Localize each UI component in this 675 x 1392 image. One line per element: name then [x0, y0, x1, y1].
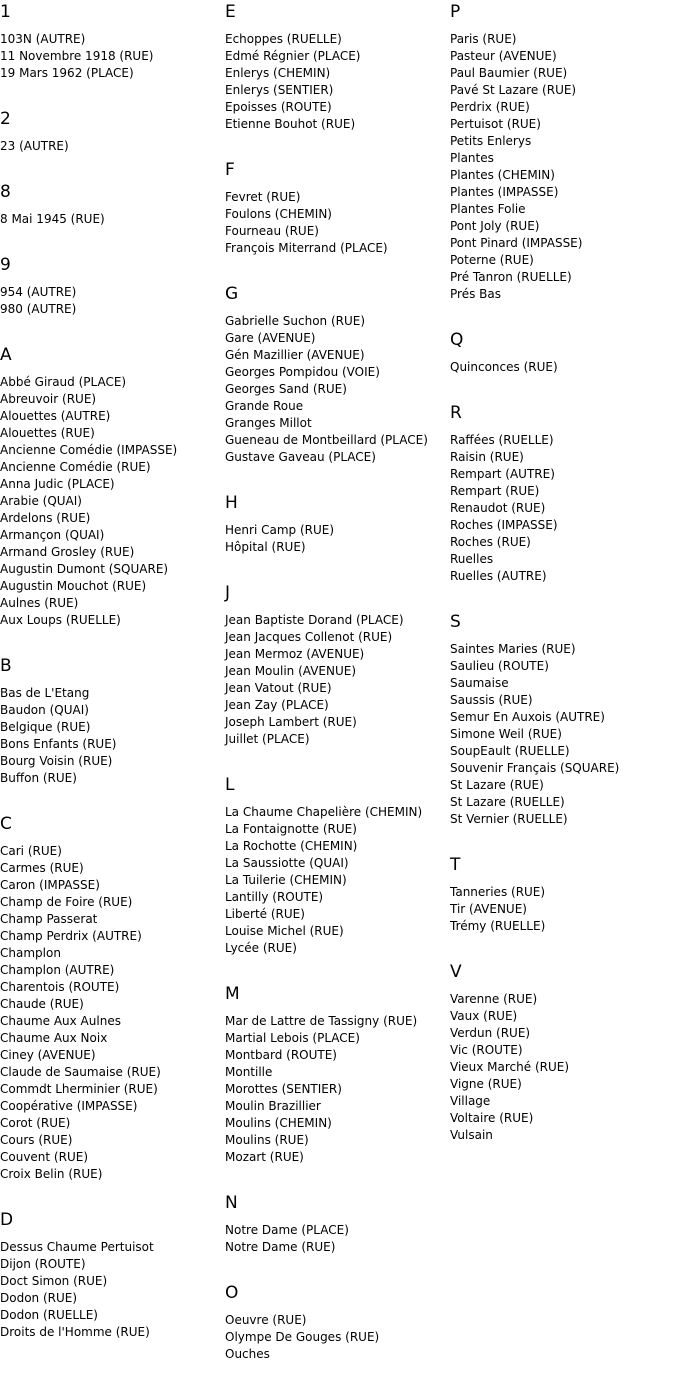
street-name: Pasteur (AVENUE) — [450, 49, 557, 63]
street-name: Moulins (CHEMIN) — [225, 1116, 332, 1130]
section-letter-heading: 8 — [0, 182, 11, 202]
street-name: Couvent (RUE) — [0, 1150, 89, 1164]
street-name: Poterne (RUE) — [450, 253, 534, 267]
street-name: Renaudot (RUE) — [450, 501, 546, 515]
street-name: Olympe De Gouges (RUE) — [225, 1330, 380, 1344]
street-list — [0, 211, 222, 228]
street-name: Village — [450, 1094, 491, 1108]
street-list — [450, 884, 672, 935]
street-name: Armançon (QUAI) — [0, 528, 105, 542]
index-section — [0, 107, 222, 180]
street-list — [0, 843, 222, 1183]
street-name: 23 (AUTRE) — [0, 139, 69, 153]
street-name: Jean Vatout (RUE) — [225, 681, 332, 695]
street-name: Gustave Gaveau (PLACE) — [225, 450, 376, 464]
street-name: Coopérative (IMPASSE) — [0, 1099, 138, 1113]
street-list — [0, 284, 222, 318]
index-section — [0, 1208, 222, 1366]
street-name: Tir (AVENUE) — [450, 902, 527, 916]
street-name: Ancienne Comédie (RUE) — [0, 460, 151, 474]
street-name: Dodon (RUELLE) — [0, 1308, 98, 1322]
street-name: St Lazare (RUELLE) — [450, 795, 565, 809]
street-name: Paris (RUE) — [450, 32, 517, 46]
street-name: Chaume Aux Noix — [0, 1031, 108, 1045]
street-list — [0, 1239, 222, 1341]
street-name: Champ Passerat — [0, 912, 98, 926]
street-name: Jean Moulin (AVENUE) — [225, 664, 357, 678]
section-letter-heading: L — [225, 775, 235, 795]
street-name: Mozart (RUE) — [225, 1150, 304, 1164]
street-name: Hôpital (RUE) — [225, 540, 306, 554]
index-section — [225, 982, 447, 1191]
street-list — [225, 313, 447, 466]
street-name: Semur En Auxois (AUTRE) — [450, 710, 605, 724]
street-name: Prés Bas — [450, 287, 501, 301]
street-name: La Fontaignotte (RUE) — [225, 822, 357, 836]
street-name: St Lazare (RUE) — [450, 778, 544, 792]
street-name: St Vernier (RUELLE) — [450, 812, 568, 826]
street-name: Buffon (RUE) — [0, 771, 77, 785]
street-name: Anna Judic (PLACE) — [0, 477, 115, 491]
street-name: Paul Baumier (RUE) — [450, 66, 568, 80]
street-name: Jean Zay (PLACE) — [225, 698, 329, 712]
street-name: Alouettes (AUTRE) — [0, 409, 111, 423]
section-letter-heading: 9 — [0, 255, 11, 275]
street-name: Plantes Folie — [450, 202, 526, 216]
street-name: Foulons (CHEMIN) — [225, 207, 332, 221]
street-name: Jean Baptiste Dorand (PLACE) — [225, 613, 404, 627]
street-name: Joseph Lambert (RUE) — [225, 715, 357, 729]
street-name: Armand Grosley (RUE) — [0, 545, 135, 559]
street-name: Ruelles — [450, 552, 494, 566]
index-section — [450, 328, 672, 401]
street-name: Abbé Giraud (PLACE) — [0, 375, 127, 389]
street-name: Grande Roue — [225, 399, 304, 413]
street-name: Corot (RUE) — [0, 1116, 71, 1130]
street-name: SoupEault (RUELLE) — [450, 744, 570, 758]
street-name: Augustin Mouchot (RUE) — [0, 579, 147, 593]
street-list — [450, 641, 672, 828]
street-name: Pré Tanron (RUELLE) — [450, 270, 572, 284]
street-name: Saussis (RUE) — [450, 693, 533, 707]
street-name: Lycée (RUE) — [225, 941, 297, 955]
index-section — [225, 0, 447, 158]
street-name: Gare (AVENUE) — [225, 331, 316, 345]
street-name: Morottes (SENTIER) — [225, 1082, 342, 1096]
index-section — [0, 343, 222, 654]
index-section — [225, 773, 447, 982]
street-name: Louise Michel (RUE) — [225, 924, 344, 938]
street-name: 8 Mai 1945 (RUE) — [0, 212, 105, 226]
street-name: Bourg Voisin (RUE) — [0, 754, 113, 768]
column-3 — [450, 0, 672, 1169]
street-name: Varenne (RUE) — [450, 992, 538, 1006]
street-name: Montille — [225, 1065, 273, 1079]
street-name: 11 Novembre 1918 (RUE) — [0, 49, 154, 63]
index-section — [450, 853, 672, 960]
street-name: Plantes (CHEMIN) — [450, 168, 555, 182]
index-section — [225, 581, 447, 773]
index-section — [225, 1191, 447, 1281]
street-list — [0, 138, 222, 155]
section-letter-heading: M — [225, 984, 240, 1004]
street-name: Pavé St Lazare (RUE) — [450, 83, 577, 97]
index-section — [450, 610, 672, 853]
street-name: Caron (IMPASSE) — [0, 878, 100, 892]
index-section — [450, 0, 672, 328]
street-list — [225, 522, 447, 556]
street-name: Saintes Maries (RUE) — [450, 642, 576, 656]
street-name: Souvenir Français (SQUARE) — [450, 761, 620, 775]
section-letter-heading: O — [225, 1283, 239, 1303]
street-name: Ciney (AVENUE) — [0, 1048, 96, 1062]
street-name: Plantes — [450, 151, 494, 165]
street-name: Chaume Aux Aulnes — [0, 1014, 121, 1028]
street-name: Doct Simon (RUE) — [0, 1274, 108, 1288]
street-list — [0, 31, 222, 82]
street-name: 954 (AUTRE) — [0, 285, 77, 299]
section-letter-heading: R — [450, 403, 462, 423]
index-section — [0, 253, 222, 343]
street-name: Gabrielle Suchon (RUE) — [225, 314, 366, 328]
section-letter-heading: G — [225, 284, 239, 304]
index-section — [0, 812, 222, 1208]
street-list — [225, 31, 447, 133]
street-name: Rempart (RUE) — [450, 484, 540, 498]
street-list — [0, 374, 222, 629]
street-name: Lantilly (ROUTE) — [225, 890, 324, 904]
street-name: Belgique (RUE) — [0, 720, 91, 734]
section-letter-heading: 1 — [0, 2, 11, 22]
street-name: Croix Belin (RUE) — [0, 1167, 103, 1181]
section-letter-heading: E — [225, 2, 236, 22]
street-name: Vulsain — [450, 1128, 493, 1142]
section-letter-heading: V — [450, 962, 462, 982]
index-section — [225, 491, 447, 581]
section-letter-heading: 2 — [0, 109, 11, 129]
street-name: La Chaume Chapelière (CHEMIN) — [225, 805, 423, 819]
street-list — [0, 685, 222, 787]
street-name: Arabie (QUAI) — [0, 494, 82, 508]
street-name: Claude de Saumaise (RUE) — [0, 1065, 161, 1079]
street-name: La Saussiotte (QUAI) — [225, 856, 349, 870]
street-name: Bas de L'Etang — [0, 686, 90, 700]
street-name: Edmé Régnier (PLACE) — [225, 49, 361, 63]
street-name: Cours (RUE) — [0, 1133, 73, 1147]
street-name: Simone Weil (RUE) — [450, 727, 562, 741]
section-letter-heading: A — [0, 345, 12, 365]
street-name: Ancienne Comédie (IMPASSE) — [0, 443, 178, 457]
street-name: Voltaire (RUE) — [450, 1111, 534, 1125]
street-name: Charentois (ROUTE) — [0, 980, 120, 994]
section-letter-heading: B — [0, 656, 12, 676]
street-name: Tanneries (RUE) — [450, 885, 546, 899]
street-name: Jean Jacques Collenot (RUE) — [225, 630, 393, 644]
street-name: 103N (AUTRE) — [0, 32, 86, 46]
street-list — [225, 1312, 447, 1363]
street-name: Notre Dame (RUE) — [225, 1240, 336, 1254]
street-name: Champ Perdrix (AUTRE) — [0, 929, 142, 943]
index-section — [0, 654, 222, 812]
section-letter-heading: T — [450, 855, 461, 875]
street-list — [225, 189, 447, 257]
street-list — [225, 1222, 447, 1256]
street-name: Roches (RUE) — [450, 535, 531, 549]
index-section — [0, 180, 222, 253]
street-name: Dodon (RUE) — [0, 1291, 78, 1305]
street-name: Fevret (RUE) — [225, 190, 301, 204]
section-letter-heading: P — [450, 2, 461, 22]
street-name: Baudon (QUAI) — [0, 703, 89, 717]
section-letter-heading: J — [225, 583, 231, 603]
street-name: Dijon (ROUTE) — [0, 1257, 86, 1271]
street-name: Carmes (RUE) — [0, 861, 84, 875]
column-1 — [0, 0, 222, 1366]
street-name: Dessus Chaume Pertuisot — [0, 1240, 154, 1254]
street-name: Ouches — [225, 1347, 270, 1361]
column-2 — [225, 0, 447, 1388]
street-name: Granges Millot — [225, 416, 312, 430]
street-name: Liberté (RUE) — [225, 907, 305, 921]
street-name: Rempart (AUTRE) — [450, 467, 555, 481]
street-name: Perdrix (RUE) — [450, 100, 530, 114]
index-section — [450, 401, 672, 610]
street-name: 19 Mars 1962 (PLACE) — [0, 66, 134, 80]
street-name: Vaux (RUE) — [450, 1009, 518, 1023]
street-list — [450, 432, 672, 585]
street-name: Petits Enlerys — [450, 134, 532, 148]
street-name: Vigne (RUE) — [450, 1077, 522, 1091]
street-name: Oeuvre (RUE) — [225, 1313, 307, 1327]
section-letter-heading: F — [225, 160, 235, 180]
street-name: Gueneau de Montbeillard (PLACE) — [225, 433, 428, 447]
street-name: Pertuisot (RUE) — [450, 117, 541, 131]
street-name: Chaude (RUE) — [0, 997, 84, 1011]
street-name: Champlon (AUTRE) — [0, 963, 115, 977]
street-name: La Tuilerie (CHEMIN) — [225, 873, 347, 887]
street-name: Vic (ROUTE) — [450, 1043, 523, 1057]
index-section — [225, 1281, 447, 1388]
index-section — [450, 960, 672, 1169]
street-name: Champlon — [0, 946, 61, 960]
street-name: Raisin (RUE) — [450, 450, 524, 464]
street-name: 980 (AUTRE) — [0, 302, 77, 316]
street-list — [450, 359, 672, 376]
street-name: La Rochotte (CHEMIN) — [225, 839, 358, 853]
street-name: Droits de l'Homme (RUE) — [0, 1325, 150, 1339]
street-name: Moulins (RUE) — [225, 1133, 309, 1147]
street-name: Roches (IMPASSE) — [450, 518, 558, 532]
street-name: Saumaise — [450, 676, 509, 690]
street-name: Pont Joly (RUE) — [450, 219, 540, 233]
street-name: Moulin Brazillier — [225, 1099, 321, 1113]
street-name: Montbard (ROUTE) — [225, 1048, 337, 1062]
street-name: Enlerys (SENTIER) — [225, 83, 334, 97]
section-letter-heading: Q — [450, 330, 464, 350]
street-name: Etienne Bouhot (RUE) — [225, 117, 356, 131]
street-list — [225, 612, 447, 748]
street-name: Champ de Foire (RUE) — [0, 895, 133, 909]
street-name: Augustin Dumont (SQUARE) — [0, 562, 169, 576]
street-name: Notre Dame (PLACE) — [225, 1223, 349, 1237]
street-name: Pont Pinard (IMPASSE) — [450, 236, 583, 250]
street-name: Henri Camp (RUE) — [225, 523, 335, 537]
street-name: Ardelons (RUE) — [0, 511, 91, 525]
street-name: Echoppes (RUELLE) — [225, 32, 342, 46]
street-name: Trémy (RUELLE) — [450, 919, 546, 933]
street-name: Abreuvoir (RUE) — [0, 392, 97, 406]
street-name: Vieux Marché (RUE) — [450, 1060, 570, 1074]
street-list — [450, 31, 672, 303]
street-name: Georges Pompidou (VOIE) — [225, 365, 380, 379]
street-name: Verdun (RUE) — [450, 1026, 531, 1040]
section-letter-heading: N — [225, 1193, 238, 1213]
street-name: Ruelles (AUTRE) — [450, 569, 547, 583]
street-name: Juillet (PLACE) — [225, 732, 310, 746]
street-name: Alouettes (RUE) — [0, 426, 95, 440]
street-name: Epoisses (ROUTE) — [225, 100, 332, 114]
street-name: Quinconces (RUE) — [450, 360, 558, 374]
street-name: Georges Sand (RUE) — [225, 382, 347, 396]
street-name: Martial Lebois (PLACE) — [225, 1031, 360, 1045]
street-name: Saulieu (ROUTE) — [450, 659, 549, 673]
street-name: Gén Mazillier (AVENUE) — [225, 348, 365, 362]
index-section — [0, 0, 222, 107]
street-name: Aux Loups (RUELLE) — [0, 613, 121, 627]
street-list — [225, 1013, 447, 1166]
street-name: Jean Mermoz (AVENUE) — [225, 647, 365, 661]
index-section — [225, 282, 447, 491]
street-name: François Miterrand (PLACE) — [225, 241, 388, 255]
street-name: Enlerys (CHEMIN) — [225, 66, 331, 80]
section-letter-heading: S — [450, 612, 461, 632]
street-list — [450, 991, 672, 1144]
section-letter-heading: H — [225, 493, 238, 513]
index-section — [225, 158, 447, 282]
street-name: Cari (RUE) — [0, 844, 62, 858]
street-name: Plantes (IMPASSE) — [450, 185, 559, 199]
street-name: Commdt Lherminier (RUE) — [0, 1082, 158, 1096]
street-name: Fourneau (RUE) — [225, 224, 319, 238]
section-letter-heading: D — [0, 1210, 14, 1230]
street-name: Mar de Lattre de Tassigny (RUE) — [225, 1014, 418, 1028]
section-letter-heading: C — [0, 814, 12, 834]
street-name: Aulnes (RUE) — [0, 596, 79, 610]
street-list — [225, 804, 447, 957]
street-name: Bons Enfants (RUE) — [0, 737, 117, 751]
street-name: Raffées (RUELLE) — [450, 433, 554, 447]
